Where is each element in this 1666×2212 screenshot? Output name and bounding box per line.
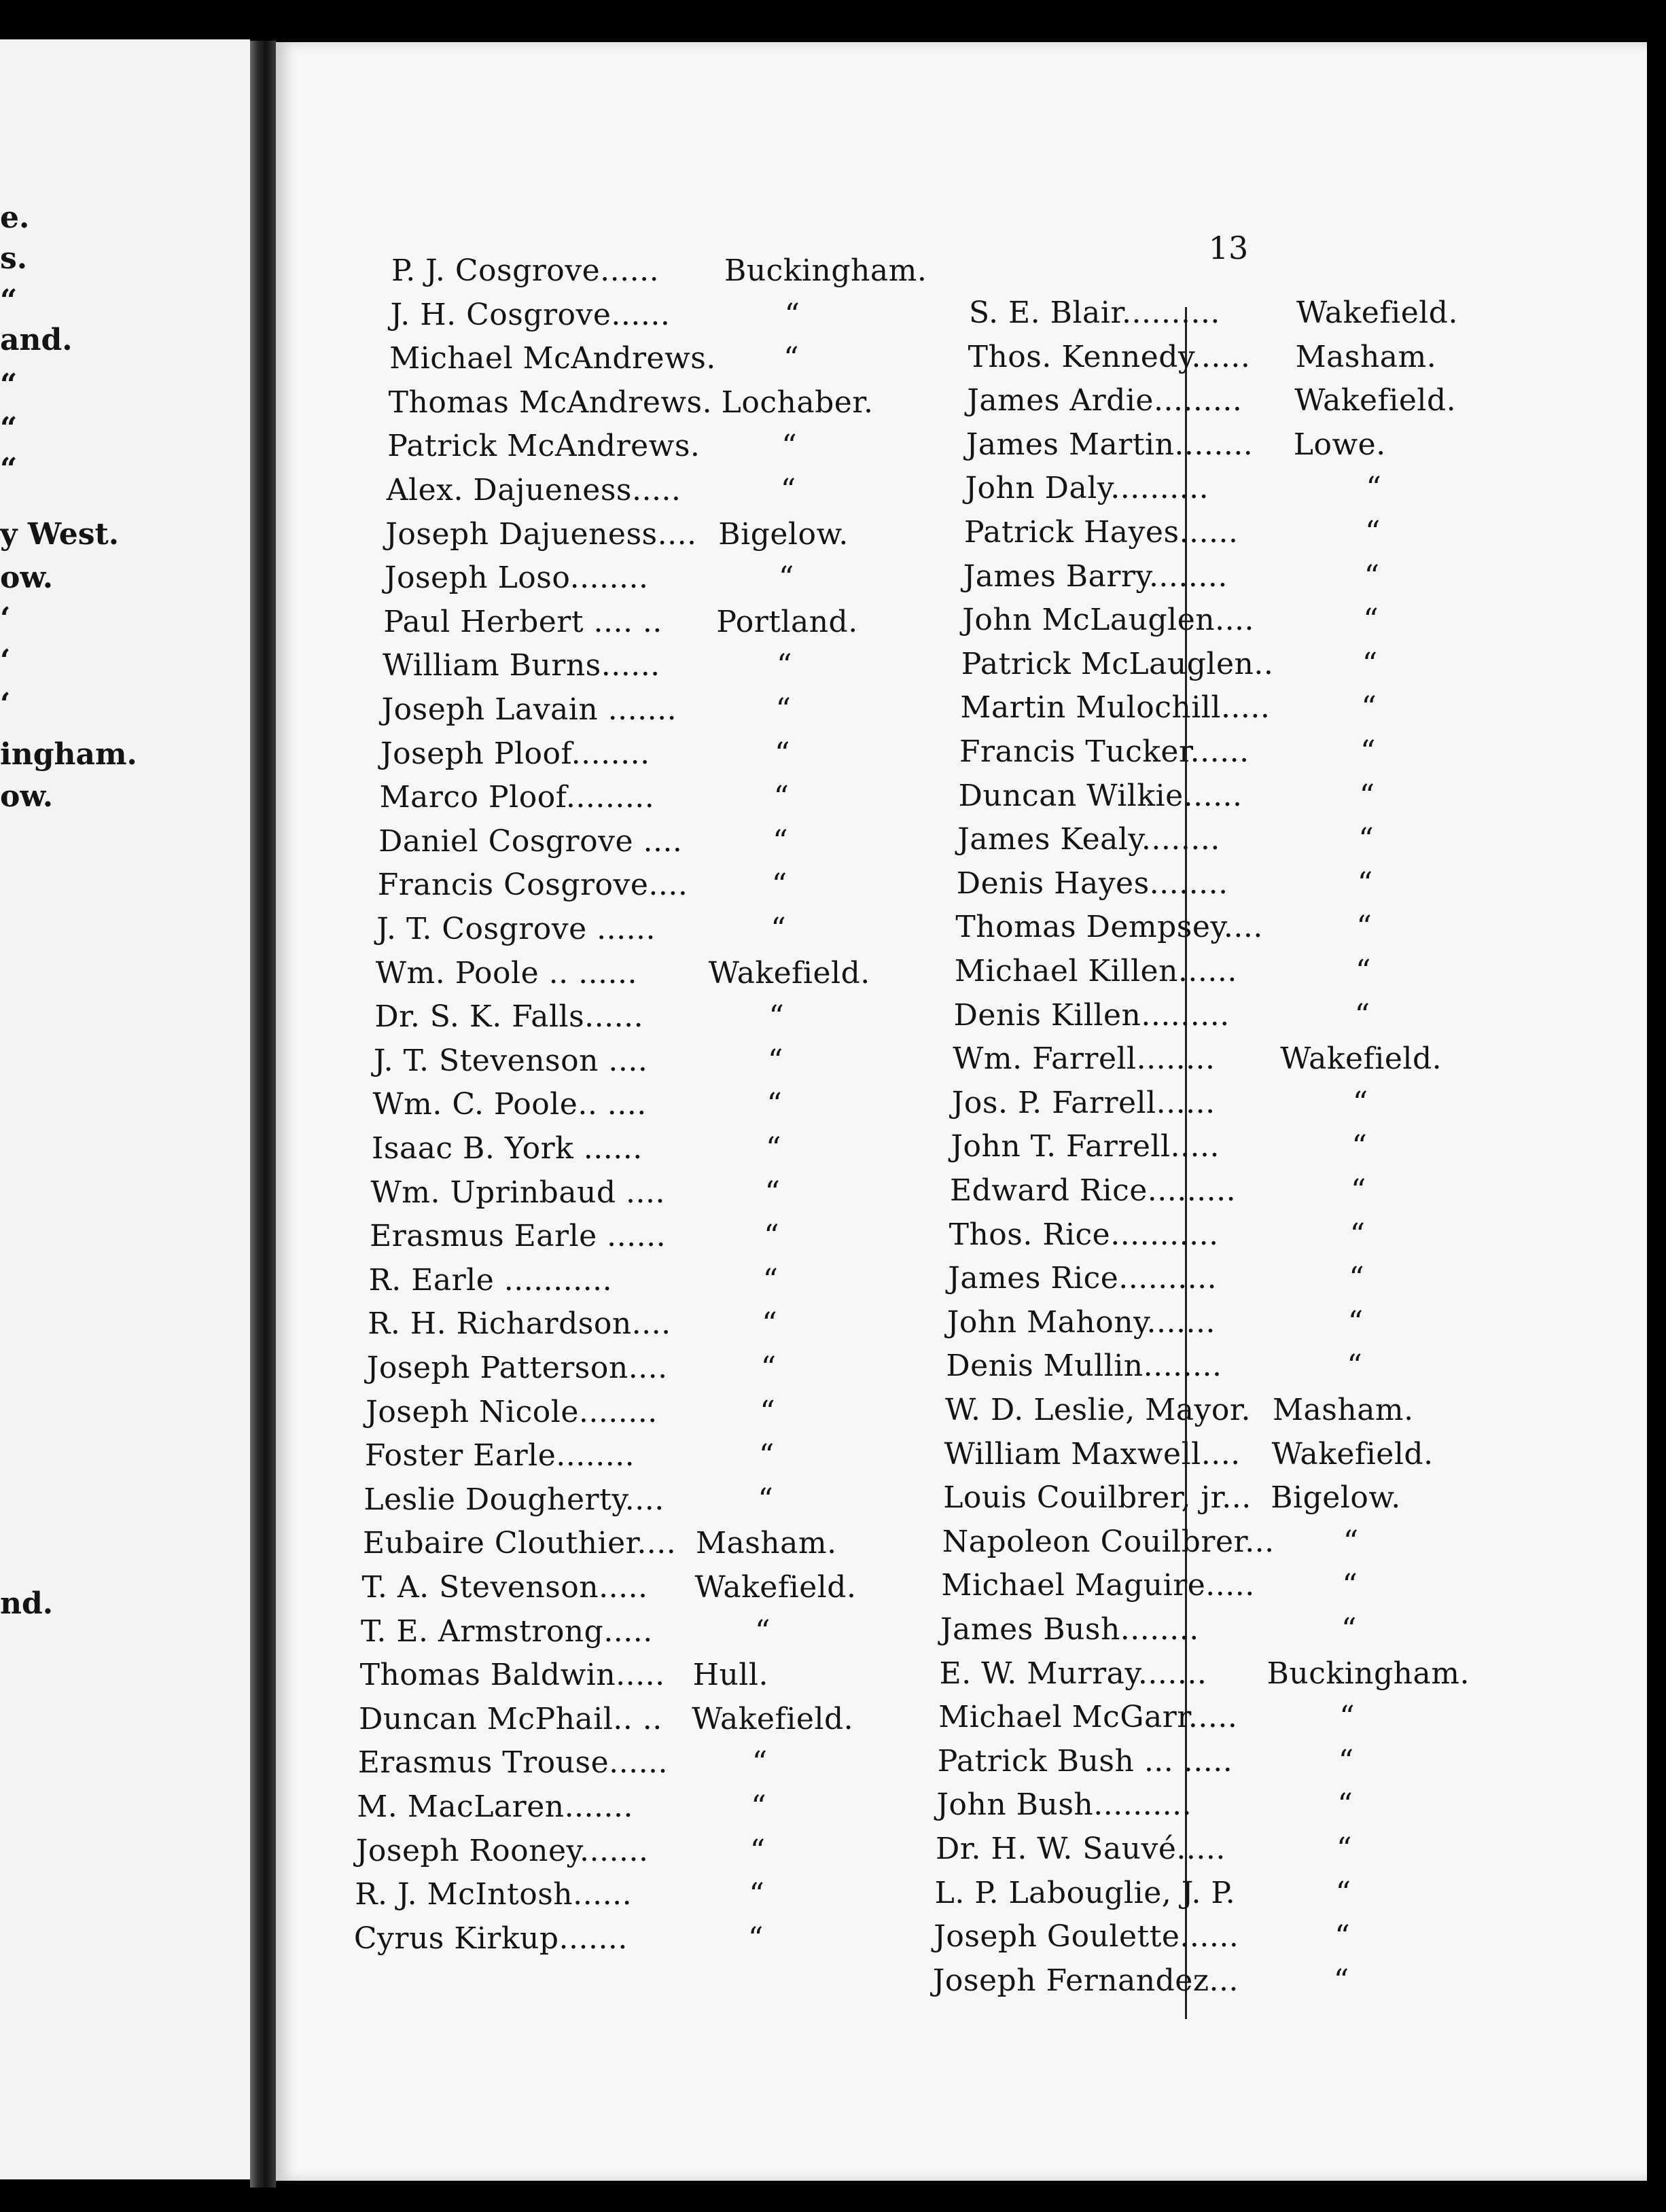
directory-entry bbox=[368, 1303, 979, 1345]
entry-place: “ bbox=[1361, 690, 1377, 726]
page-number: 13 bbox=[1208, 230, 1249, 266]
entry-name: Thos. Kennedy...... bbox=[968, 339, 1251, 374]
directory-entry bbox=[967, 380, 1633, 422]
directory-entry bbox=[960, 687, 1626, 729]
directory-entry bbox=[389, 382, 1000, 424]
previous-page-fragment: ‘ bbox=[0, 643, 11, 678]
directory-entry bbox=[952, 1082, 1618, 1124]
entry-name: James Martin........ bbox=[965, 427, 1254, 462]
directory-entry bbox=[965, 467, 1631, 510]
entry-place: “ bbox=[1334, 1919, 1351, 1955]
directory-entry bbox=[385, 557, 996, 599]
directory-entry bbox=[362, 1567, 974, 1609]
previous-page-fragment: ow. bbox=[0, 560, 54, 595]
entry-name: Thomas Dempsey.... bbox=[955, 910, 1263, 945]
entry-name: Patrick Bush ... ..... bbox=[937, 1743, 1233, 1779]
entry-place: “ bbox=[751, 1789, 767, 1824]
previous-page-fragment: s. bbox=[0, 241, 28, 276]
entry-place: “ bbox=[749, 1833, 766, 1868]
entry-name: E. W. Murray....... bbox=[939, 1656, 1207, 1691]
directory-entry bbox=[936, 1828, 1601, 1870]
directory-entry bbox=[376, 908, 988, 950]
entry-place: Hull. bbox=[692, 1658, 768, 1693]
entry-name: Michael Killen...... bbox=[955, 954, 1237, 988]
directory-entry bbox=[359, 1698, 970, 1741]
entry-place: “ bbox=[771, 868, 787, 903]
entry-place: “ bbox=[764, 1175, 781, 1210]
directory-entry bbox=[363, 1522, 974, 1565]
entry-place: “ bbox=[784, 297, 800, 332]
book-spine bbox=[250, 41, 276, 2188]
entry-name: Jos. P. Farrell...... bbox=[951, 1085, 1216, 1120]
directory-entry bbox=[382, 689, 993, 731]
entry-name: J. T. Cosgrove ...... bbox=[376, 912, 656, 946]
directory-entry bbox=[360, 1654, 972, 1696]
directory-entry bbox=[957, 819, 1623, 861]
entry-name: Michael McAndrews. bbox=[389, 341, 716, 376]
entry-place: “ bbox=[760, 1394, 776, 1429]
entry-place: Wakefield. bbox=[1271, 1436, 1434, 1471]
entry-place: “ bbox=[1335, 1875, 1351, 1910]
previous-page-fragment: e. bbox=[0, 200, 30, 235]
entry-place: “ bbox=[775, 692, 792, 727]
entry-name: Michael Maguire..... bbox=[941, 1568, 1255, 1603]
entry-place: “ bbox=[1351, 1129, 1368, 1164]
entry-place: “ bbox=[780, 473, 796, 507]
entry-name: Napoleon Couilbrer... bbox=[942, 1524, 1275, 1559]
directory-entry bbox=[943, 1477, 1609, 1519]
entry-place: Portland. bbox=[716, 604, 858, 639]
directory-entry bbox=[946, 1345, 1612, 1387]
entry-place: “ bbox=[762, 1262, 779, 1298]
entry-name: Patrick McAndrews. bbox=[387, 429, 701, 464]
previous-page-fragment: ingham. bbox=[0, 737, 137, 772]
entry-place: “ bbox=[775, 736, 791, 771]
entry-place: Lowe. bbox=[1293, 427, 1386, 462]
directory-entry bbox=[383, 601, 995, 643]
entry-name: Joseph Loso........ bbox=[384, 560, 649, 596]
directory-entry bbox=[959, 731, 1625, 773]
previous-page-fragment: “ bbox=[0, 411, 18, 446]
entry-place: “ bbox=[1347, 1349, 1363, 1384]
entry-place: “ bbox=[1336, 1832, 1352, 1866]
directory-entry bbox=[354, 1918, 965, 1960]
entry-name: J. H. Cosgrove...... bbox=[390, 297, 671, 332]
entry-place: Masham. bbox=[1273, 1393, 1414, 1427]
entry-place: “ bbox=[1355, 954, 1371, 988]
entry-place: “ bbox=[766, 1087, 783, 1122]
entry-name: James Bush........ bbox=[940, 1612, 1199, 1647]
entry-place: “ bbox=[781, 429, 798, 464]
directory-entry bbox=[950, 1170, 1616, 1212]
previous-page-fragment: nd. bbox=[0, 1586, 54, 1621]
directory-entry bbox=[955, 906, 1621, 948]
previous-page-fragment: and. bbox=[0, 323, 73, 357]
directory-entry bbox=[385, 514, 997, 556]
entry-name: Dr. H. W. Sauvé..... bbox=[936, 1832, 1226, 1866]
entry-name: T. E. Armstrong..... bbox=[361, 1613, 653, 1649]
entry-place: Wakefield. bbox=[1280, 1041, 1442, 1077]
directory-entry bbox=[966, 424, 1632, 466]
entry-place: “ bbox=[1342, 1568, 1358, 1603]
entry-name: Denis Killen......... bbox=[953, 997, 1230, 1033]
entry-place: “ bbox=[764, 1219, 780, 1254]
entry-place: “ bbox=[767, 1043, 783, 1078]
entry-name: Eubaire Clouthier.... bbox=[362, 1526, 677, 1561]
entry-place: “ bbox=[1339, 1700, 1355, 1735]
previous-page-fragment: ow. bbox=[0, 779, 54, 814]
entry-place: “ bbox=[1359, 778, 1375, 813]
entry-name: Joseph Fernandez... bbox=[932, 1963, 1239, 1998]
entry-place: “ bbox=[1354, 997, 1370, 1033]
entry-name: Louis Couilbrer, jr... bbox=[943, 1480, 1252, 1516]
entry-name: S. E. Blair.......... bbox=[969, 296, 1220, 330]
entry-place: “ bbox=[778, 560, 794, 596]
entry-name: John T. Farrell..... bbox=[951, 1129, 1220, 1164]
entry-place: “ bbox=[747, 1921, 764, 1956]
entry-name: P. J. Cosgrove...... bbox=[391, 253, 660, 288]
entry-place: “ bbox=[751, 1745, 768, 1781]
entry-name: Thomas McAndrews. bbox=[388, 385, 713, 420]
previous-page bbox=[0, 39, 250, 2179]
directory-entry bbox=[355, 1874, 966, 1916]
directory-entry bbox=[940, 1609, 1606, 1651]
directory-entry bbox=[365, 1435, 976, 1477]
entry-place: “ bbox=[773, 823, 789, 859]
previous-page-fragment: ‘ bbox=[0, 601, 11, 636]
entry-name: Dr. S. K. Falls...... bbox=[374, 999, 644, 1035]
directory-entry bbox=[372, 1084, 984, 1126]
entry-name: T. A. Stevenson..... bbox=[361, 1570, 648, 1605]
entry-name: Francis Tucker...... bbox=[959, 734, 1250, 769]
entry-name: James Kealy........ bbox=[957, 822, 1220, 857]
directory-entry bbox=[948, 1257, 1614, 1300]
entry-name: Joseph Goulette...... bbox=[934, 1919, 1239, 1955]
entry-place: “ bbox=[758, 1482, 774, 1517]
entry-name: Patrick McLauglen.. bbox=[961, 646, 1274, 681]
directory-entry bbox=[391, 250, 1003, 292]
entry-name: Erasmus Earle ...... bbox=[370, 1219, 667, 1254]
directory-entry bbox=[954, 995, 1620, 1037]
entry-place: “ bbox=[1364, 558, 1380, 594]
directory-entry bbox=[951, 1126, 1616, 1168]
directory-entry bbox=[364, 1479, 975, 1521]
previous-page-fragment: ‘ bbox=[0, 687, 11, 721]
entry-place: “ bbox=[1349, 1261, 1365, 1296]
directory-entry bbox=[969, 292, 1635, 334]
entry-place: Wakefield. bbox=[708, 955, 870, 991]
previous-page-fragment: “ bbox=[0, 452, 18, 486]
directory-entry bbox=[376, 952, 987, 995]
entry-name: R. H. Richardson.... bbox=[368, 1306, 671, 1342]
directory-entry bbox=[944, 1433, 1610, 1476]
entry-name: Francis Cosgrove.... bbox=[377, 868, 688, 903]
entry-place: “ bbox=[1360, 734, 1376, 769]
directory-entry bbox=[935, 1872, 1601, 1914]
entry-place: Masham. bbox=[1295, 339, 1437, 374]
entry-name: Thos. Rice........... bbox=[949, 1217, 1219, 1252]
entry-place: “ bbox=[1343, 1524, 1359, 1559]
entry-name: Joseph Rooney....... bbox=[355, 1833, 649, 1868]
entry-place: “ bbox=[1347, 1304, 1364, 1340]
directory-entry bbox=[389, 338, 1001, 380]
directory-entry bbox=[391, 294, 1002, 336]
directory-entry bbox=[372, 1128, 983, 1170]
directory-entry bbox=[938, 1696, 1604, 1738]
entry-place: “ bbox=[1356, 910, 1372, 945]
entry-place: Wakefield. bbox=[1294, 383, 1457, 418]
entry-place: “ bbox=[1365, 515, 1381, 550]
directory-entry bbox=[374, 996, 986, 1038]
directory-entry bbox=[380, 733, 992, 775]
entry-name: Paul Herbert .... .. bbox=[383, 604, 662, 639]
entry-name: Wm. Uprinbaud .... bbox=[370, 1175, 665, 1210]
entry-name: Joseph Lavain ....... bbox=[381, 692, 677, 727]
entry-place: “ bbox=[768, 999, 785, 1035]
entry-name: Thomas Baldwin..... bbox=[359, 1658, 665, 1693]
directory-entry bbox=[936, 1784, 1602, 1826]
directory-entry bbox=[369, 1260, 980, 1302]
entry-place: “ bbox=[1357, 866, 1373, 901]
entry-place: “ bbox=[1363, 603, 1379, 638]
entry-place: “ bbox=[1349, 1217, 1366, 1252]
entry-place: Wakefield. bbox=[1296, 296, 1458, 330]
entry-place: “ bbox=[1338, 1743, 1354, 1779]
directory-entry bbox=[963, 556, 1629, 598]
entry-name: Cyrus Kirkup....... bbox=[353, 1921, 628, 1956]
entry-name: Daniel Cosgrove .... bbox=[378, 823, 683, 859]
directory-entry bbox=[938, 1741, 1603, 1783]
directory-entry bbox=[947, 1302, 1613, 1344]
entry-name: Wm. Farrell........ bbox=[953, 1041, 1216, 1077]
entry-place: “ bbox=[770, 912, 787, 946]
entry-name: M. MacLaren....... bbox=[357, 1789, 633, 1824]
entry-name: Marco Ploof......... bbox=[379, 780, 655, 815]
directory-entry bbox=[945, 1389, 1611, 1431]
previous-page-fragment: “ bbox=[0, 283, 18, 318]
entry-name: William Burns...... bbox=[382, 648, 660, 683]
entry-place: “ bbox=[760, 1351, 777, 1385]
entry-place: “ bbox=[758, 1438, 775, 1474]
entry-place: “ bbox=[776, 648, 792, 683]
entry-name: R. J. McIntosh...... bbox=[355, 1877, 633, 1912]
directory-entry bbox=[378, 821, 990, 863]
entry-name: Wm. Poole .. ...... bbox=[375, 955, 637, 991]
entry-name: James Ardie......... bbox=[967, 383, 1243, 418]
entry-name: James Rice.......... bbox=[948, 1261, 1218, 1296]
entry-name: W. D. Leslie, Mayor. bbox=[945, 1393, 1251, 1427]
entry-name: Joseph Patterson.... bbox=[366, 1351, 668, 1385]
entry-name: Martin Mulochill..... bbox=[960, 690, 1271, 726]
entry-name: Joseph Nicole........ bbox=[366, 1394, 658, 1429]
entry-place: “ bbox=[1337, 1787, 1353, 1823]
entry-name: Wm. C. Poole.. .... bbox=[372, 1087, 647, 1122]
entry-name: Joseph Ploof........ bbox=[380, 736, 650, 771]
entry-name: Joseph Dajueness.... bbox=[385, 516, 697, 552]
entry-place: Buckingham. bbox=[1266, 1656, 1470, 1691]
directory-entry bbox=[955, 950, 1620, 993]
entry-name: Edward Rice......... bbox=[950, 1173, 1237, 1208]
entry-place: Lochaber. bbox=[721, 385, 874, 420]
entry-place: Bigelow. bbox=[1271, 1480, 1401, 1516]
entry-name: John McLauglen.... bbox=[962, 603, 1255, 638]
entry-place: “ bbox=[762, 1306, 778, 1342]
entry-place: Masham. bbox=[695, 1526, 837, 1561]
directory-entry bbox=[371, 1172, 982, 1214]
directory-entry bbox=[957, 863, 1623, 905]
entry-name: Duncan McPhail.. .. bbox=[359, 1701, 662, 1736]
entry-place: Wakefield. bbox=[692, 1701, 854, 1736]
entry-name: L. P. Labouglie, J. P. bbox=[934, 1875, 1236, 1910]
directory-entry bbox=[934, 1916, 1599, 1958]
entry-name: Isaac B. York ...... bbox=[372, 1131, 643, 1166]
entry-name: Denis Hayes........ bbox=[956, 866, 1228, 901]
previous-page-fragment: y West. bbox=[0, 517, 120, 552]
directory-entry bbox=[940, 1653, 1606, 1695]
entry-place: Bigelow. bbox=[718, 516, 849, 552]
entry-name: Michael McGarr..... bbox=[938, 1700, 1238, 1735]
directory-entry bbox=[380, 777, 991, 819]
entry-name: John Daly.......... bbox=[965, 471, 1209, 506]
entry-place: “ bbox=[783, 341, 800, 376]
entry-place: “ bbox=[1352, 1085, 1368, 1120]
entry-name: Alex. Dajueness..... bbox=[386, 473, 681, 507]
directory-entry bbox=[933, 1960, 1599, 2002]
entry-place: “ bbox=[1351, 1173, 1366, 1208]
entry-place: “ bbox=[1362, 646, 1378, 681]
previous-page-fragment: “ bbox=[0, 368, 18, 402]
entry-name: R. Earle ........... bbox=[368, 1262, 613, 1298]
directory-entry bbox=[367, 1347, 978, 1389]
directory-entry bbox=[964, 512, 1630, 554]
entry-name: John Mahony....... bbox=[946, 1304, 1216, 1340]
directory-entry bbox=[374, 1040, 985, 1082]
directory-entry bbox=[357, 1786, 968, 1828]
entry-place: “ bbox=[766, 1131, 781, 1166]
directory-entry bbox=[356, 1830, 968, 1872]
directory-entry bbox=[370, 1215, 981, 1257]
directory-entry bbox=[959, 775, 1625, 817]
entry-name: Duncan Wilkie...... bbox=[958, 778, 1243, 813]
entry-place: “ bbox=[773, 780, 790, 815]
entry-name: Foster Earle........ bbox=[364, 1438, 635, 1474]
entry-place: “ bbox=[755, 1613, 771, 1649]
directory-entry bbox=[383, 645, 994, 687]
directory-entry bbox=[968, 336, 1634, 378]
directory-entry bbox=[387, 425, 999, 467]
entry-name: J. T. Stevenson .... bbox=[373, 1043, 648, 1078]
entry-name: James Barry........ bbox=[963, 558, 1228, 594]
directory-entry bbox=[942, 1521, 1608, 1563]
entry-place: Buckingham. bbox=[724, 253, 927, 288]
entry-place: “ bbox=[1366, 471, 1382, 506]
directory-entry bbox=[387, 469, 998, 512]
directory-entry bbox=[361, 1611, 972, 1653]
entry-place: “ bbox=[1341, 1612, 1357, 1647]
directory-entry bbox=[949, 1214, 1615, 1256]
entry-name: Patrick Hayes...... bbox=[964, 515, 1239, 550]
entry-name: Denis Mullin........ bbox=[946, 1349, 1222, 1384]
entry-name: William Maxwell.... bbox=[944, 1436, 1241, 1471]
directory-entry bbox=[961, 643, 1627, 685]
directory-entry bbox=[962, 599, 1628, 641]
directory-entry bbox=[358, 1742, 970, 1784]
directory-entry bbox=[366, 1391, 977, 1433]
entry-place: “ bbox=[1358, 822, 1375, 857]
entry-name: John Bush.......... bbox=[936, 1787, 1192, 1823]
directory-entry bbox=[378, 864, 989, 906]
entry-place: Wakefield. bbox=[694, 1570, 857, 1605]
entry-name: Erasmus Trouse...... bbox=[357, 1745, 669, 1781]
document-page bbox=[276, 42, 1647, 2181]
entry-name: Leslie Dougherty.... bbox=[364, 1482, 664, 1517]
directory-entry bbox=[941, 1565, 1607, 1607]
entry-place: “ bbox=[749, 1877, 765, 1912]
entry-place: “ bbox=[1333, 1963, 1349, 1998]
directory-entry bbox=[953, 1038, 1618, 1080]
